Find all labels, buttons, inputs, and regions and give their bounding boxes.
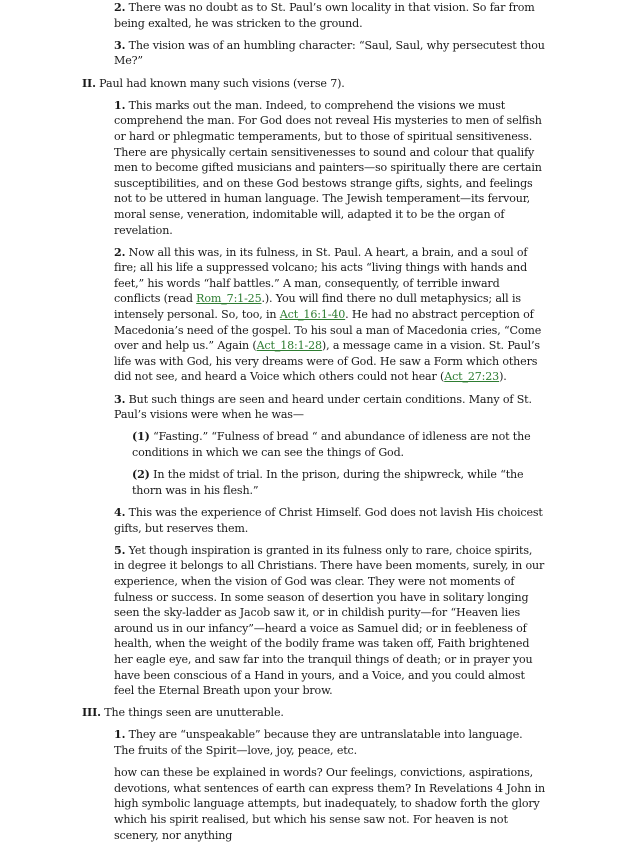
- paragraph-text: This was the experience of Christ Himself. God does not lavish His choicest gifts, but reserves them.: [114, 505, 543, 535]
- paragraph-p3: [0, 76, 638, 92]
- paragraph-number: II.: [82, 76, 96, 90]
- scripture-reference-link[interactable]: Act_16:1-40: [279, 308, 346, 322]
- paragraph-number: (2): [132, 468, 150, 482]
- paragraph-p11: [0, 705, 638, 721]
- paragraph-p7: [0, 429, 638, 460]
- scripture-reference-link[interactable]: Act_18:1-28: [256, 339, 322, 353]
- paragraph-number: 1.: [114, 98, 126, 112]
- paragraph-p1: [0, 0, 638, 31]
- paragraph-p12: [0, 727, 638, 758]
- paragraph-text: “Fasting.” “Fulness of bread “ and abundance of idleness are not the conditions in which we can see the things of God.: [132, 430, 531, 459]
- scripture-reference-link[interactable]: Rom_7:1-25: [196, 292, 262, 306]
- paragraph-number: 2.: [114, 1, 126, 14]
- paragraph-text: how can these be explained in words? Our feelings, convictions, aspirations, devotions, what sentences of earth can express them? In Revelations 4 John in high symbolic language attempts, but inadequately, to shadow forth the glory which his spirit realised, but which his sense saw not. For heaven is not scenery, nor anything: [114, 766, 545, 842]
- paragraph-p2: [0, 38, 638, 69]
- paragraph-number: 2.: [114, 245, 126, 259]
- paragraph-number: 5.: [114, 543, 126, 557]
- paragraph-p10: [0, 543, 638, 699]
- paragraph-text: .). You will find there no dull metaphysics; all is intensely personal. So, too, in: [114, 292, 521, 322]
- paragraph-text: There was no doubt as to St. Paul’s own locality in that vision. So far from being exalted, he was stricken to the ground.: [114, 1, 535, 30]
- paragraph-text: They are “unspeakable” because they are untranslatable into language. The fruits of the Spirit—love, joy, peace, etc.: [114, 728, 523, 758]
- paragraph-text: ).: [499, 370, 507, 384]
- paragraph-text: In the midst of trial. In the prison, during the shipwreck, while “the thorn was in his flesh.”: [132, 468, 524, 497]
- paragraph-number: 4.: [114, 505, 126, 519]
- scripture-reference-link[interactable]: Act_27:23: [444, 370, 500, 384]
- paragraph-number: 3.: [114, 392, 126, 406]
- paragraph-text: Now all this was, in its fulness, in St. Paul. A heart, a brain, and a soul of fire; all his life a suppressed volcano; his acts “living things with hands and feet,” his words “half battles.” A man, consequently, of terrible inward conflicts (read: [114, 245, 528, 306]
- paragraph-p4: [0, 98, 638, 238]
- paragraph-p6: [0, 392, 638, 423]
- paragraph-p8: [0, 467, 638, 498]
- paragraph-text: Paul had known many such visions (verse 7).: [95, 76, 345, 90]
- paragraph-text: The vision was of an humbling character: “Saul, Saul, why persecutest thou Me?”: [114, 38, 545, 68]
- paragraph-text: Yet though inspiration is granted in its fulness only to rare, choice spirits, in degree it belongs to all Christians. There have been moments, surely, in our experience, when the vision of God was clear. They were not moments of fulness or success. In some season of desertion you have in solitary longing seen the sky-ladder as Jacob saw it, or in childish purity—for “Heaven lies around us in our infancy”—heard a voice as Samuel did; or in feebleness of health, when the weight of the bodily frame was taken off, Faith brightened her eagle eye, and saw far into the tranquil things of death; or in prayer you have been conscious of a Hand in yours, and a Voice, and you could almost feel the Eternal Breath upon your brow.: [114, 543, 545, 698]
- paragraph-number: 1.: [114, 728, 126, 742]
- paragraph-text: . He had no abstract perception of Macedonia’s need of the gospel. To his soul a man of Macedonia cries, “Come over and help us.” Again (: [114, 308, 542, 353]
- paragraph-text: ), a message came in a vision. St. Paul’s life was with God, his very dreams were of God. He saw a Form which others did not see, and heard a Voice which others could not hear (: [114, 339, 540, 384]
- paragraph-number: (1): [132, 430, 150, 444]
- paragraph-p13: [0, 765, 638, 843]
- paragraph-text: But such things are seen and heard under certain conditions. Many of St. Paul’s visions were when he was—: [114, 392, 532, 422]
- paragraph-number: III.: [82, 706, 101, 720]
- paragraph-number: 3.: [114, 38, 126, 52]
- paragraph-text: This marks out the man. Indeed, to comprehend the visions we must comprehend the man. For God does not reveal His mysteries to men of selfish or hard or phlegmatic temperaments, but to those of spiritual sensitiveness. There are physically certain sensitivenesses to sound and colour that qualify men to become gifted musicians and painters—so spiritually there are certain susceptibilities, and on these God bestows strange gifts, sights, and feelings not to be uttered in human language. The Jewish temperament—its fervour, moral sense, veneration, indomitable will, adapted it to be the organ of revelation.: [114, 98, 542, 237]
- paragraph-p5: [0, 245, 638, 385]
- paragraph-p9: [0, 505, 638, 536]
- paragraph-text: The things seen are unutterable.: [100, 706, 284, 720]
